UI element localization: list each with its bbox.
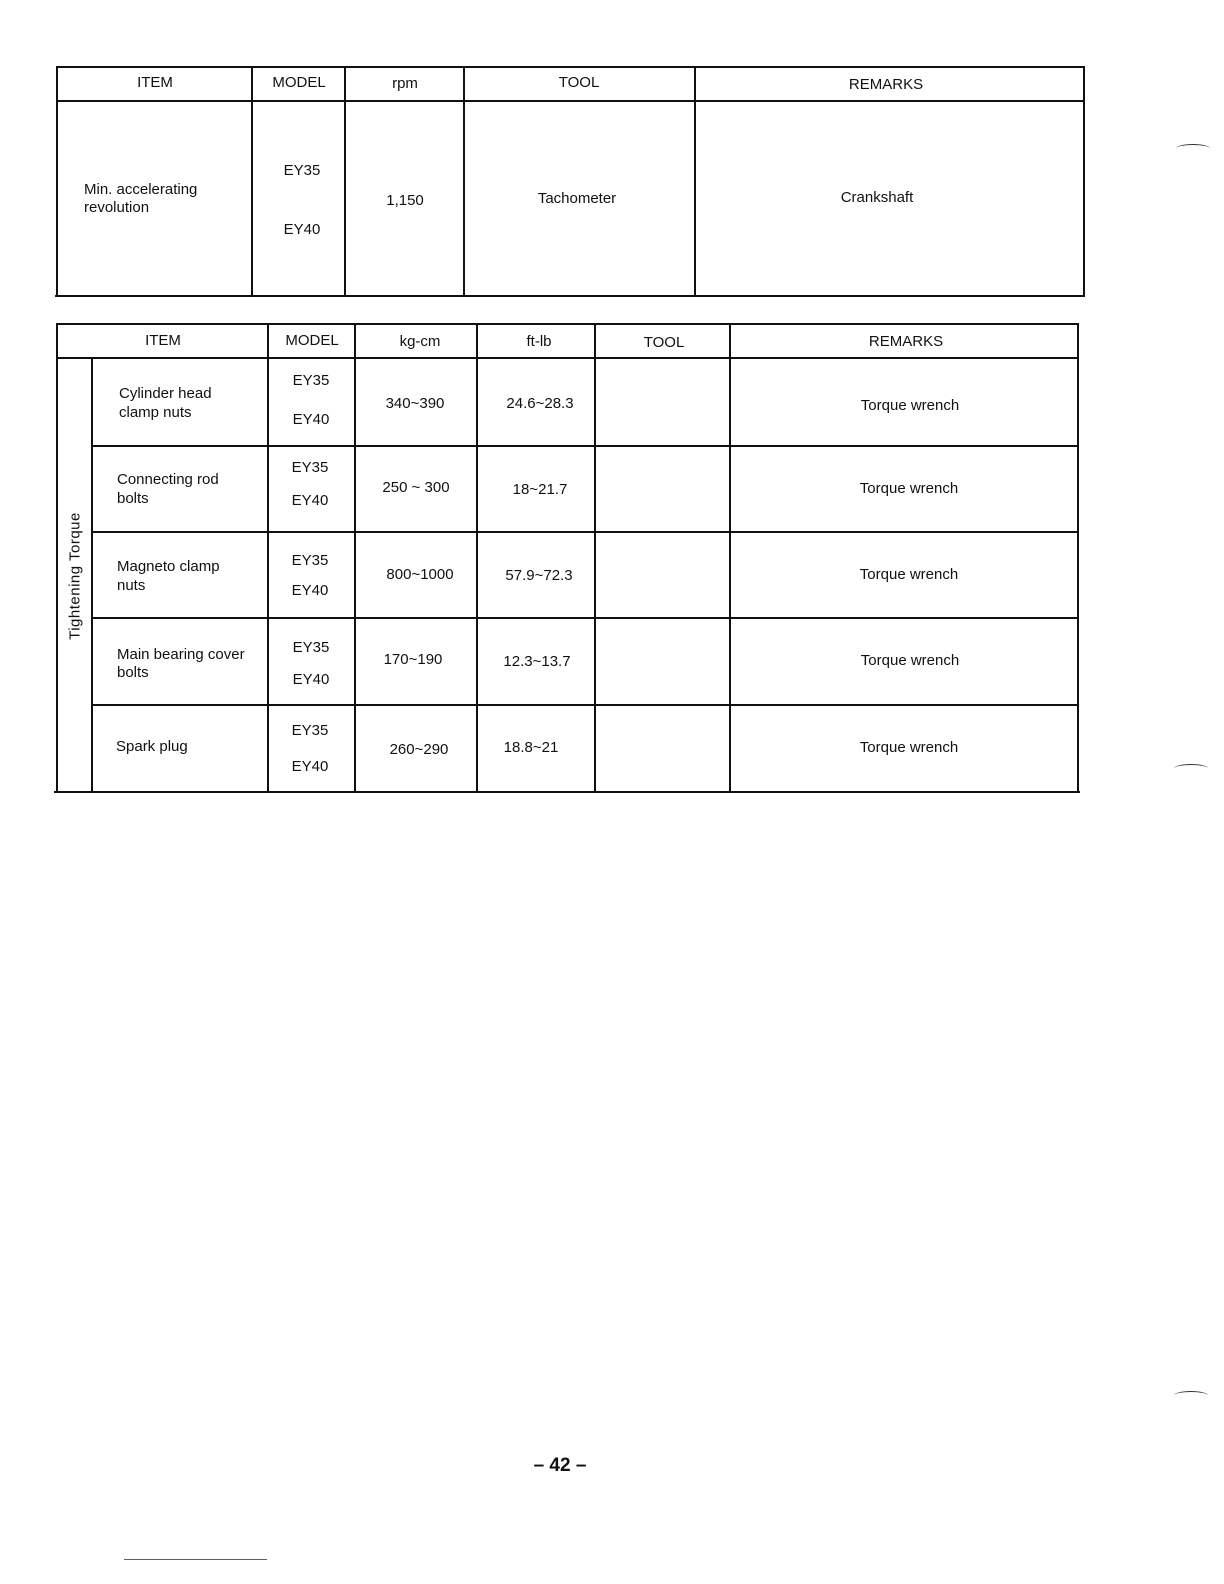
header-ft-lb: ft-lb <box>526 333 552 350</box>
ft-lb-value: 24.6~28.3 <box>506 395 574 412</box>
table-rule <box>92 531 1079 533</box>
ft-lb-value: 12.3~13.7 <box>503 653 571 670</box>
table-rule <box>476 323 478 793</box>
item-text: Spark plug <box>116 738 188 755</box>
ft-lb-value: 57.9~72.3 <box>505 567 573 584</box>
table-rule <box>54 791 1080 793</box>
rpm-value: 1,150 <box>386 192 424 209</box>
model-value: EY35 <box>292 372 330 389</box>
table-rule <box>694 66 696 297</box>
table-rule <box>55 295 1085 297</box>
remarks-value: Crankshaft <box>840 189 914 206</box>
model-value: EY35 <box>291 722 329 739</box>
tool-value: Tachometer <box>537 190 617 207</box>
model-value: EY35 <box>291 459 329 476</box>
table-rule <box>91 357 93 793</box>
kg-cm-value: 170~190 <box>383 651 443 668</box>
table-rule <box>57 357 1079 359</box>
table-rule <box>92 445 1079 447</box>
header-tool: TOOL <box>558 74 600 91</box>
group-label-tightening-torque: Tightening Torque <box>66 512 84 640</box>
table-rule <box>354 323 356 793</box>
header-tool: TOOL <box>643 334 685 351</box>
table-rule <box>57 66 1085 68</box>
item-text: clamp nuts <box>119 404 192 421</box>
model-value: EY40 <box>292 411 330 428</box>
header-item: ITEM <box>137 74 173 91</box>
item-text: bolts <box>117 490 149 507</box>
table-rule <box>56 66 58 297</box>
table-rule <box>57 100 1085 102</box>
page-number: – 42 – <box>533 1455 587 1476</box>
table-rule <box>92 617 1079 619</box>
model-value: EY35 <box>291 552 329 569</box>
kg-cm-value: 340~390 <box>385 395 445 412</box>
remarks-value: Torque wrench <box>859 480 959 497</box>
table-rule <box>56 323 58 793</box>
table-rule <box>92 704 1079 706</box>
remarks-value: Torque wrench <box>859 566 959 583</box>
item-text: Connecting rod <box>117 471 219 488</box>
model-value: EY35 <box>283 162 321 179</box>
header-model: MODEL <box>285 332 339 349</box>
header-rpm: rpm <box>392 75 418 92</box>
kg-cm-value: 250 ~ 300 <box>382 479 450 496</box>
margin-mark <box>1176 144 1210 153</box>
table-rule <box>251 66 253 297</box>
margin-mark <box>1174 1391 1208 1400</box>
header-model: MODEL <box>272 74 326 91</box>
table-rule <box>1083 66 1085 297</box>
item-text: Main bearing cover <box>117 646 245 663</box>
item-text: Magneto clamp <box>117 558 220 575</box>
ft-lb-value: 18.8~21 <box>503 739 559 756</box>
model-value: EY40 <box>292 671 330 688</box>
item-text: nuts <box>117 577 146 594</box>
item-text: bolts <box>117 664 149 681</box>
remarks-value: Torque wrench <box>860 652 960 669</box>
table-rule <box>729 323 731 793</box>
table-rule <box>463 66 465 297</box>
header-remarks: REMARKS <box>868 333 944 350</box>
model-value: EY35 <box>292 639 330 656</box>
model-value: EY40 <box>291 492 329 509</box>
model-value: EY40 <box>291 758 329 775</box>
remarks-value: Torque wrench <box>860 397 960 414</box>
kg-cm-value: 260~290 <box>389 741 449 758</box>
model-value: EY40 <box>283 221 321 238</box>
model-value: EY40 <box>291 582 329 599</box>
header-item: ITEM <box>145 332 181 349</box>
table-rule <box>57 323 1079 325</box>
table-rule <box>267 323 269 793</box>
kg-cm-value: 800~1000 <box>386 566 454 583</box>
table-rule <box>594 323 596 793</box>
table-rule <box>344 66 346 297</box>
footer-rule <box>124 1559 267 1560</box>
margin-mark <box>1174 764 1208 773</box>
header-kg-cm: kg-cm <box>399 333 441 350</box>
item-text: revolution <box>84 199 150 216</box>
item-text: Min. accelerating <box>84 181 198 198</box>
header-remarks: REMARKS <box>848 76 924 93</box>
remarks-value: Torque wrench <box>859 739 959 756</box>
table-rule <box>1077 323 1079 793</box>
ft-lb-value: 18~21.7 <box>512 481 568 498</box>
item-text: Cylinder head <box>119 385 212 402</box>
